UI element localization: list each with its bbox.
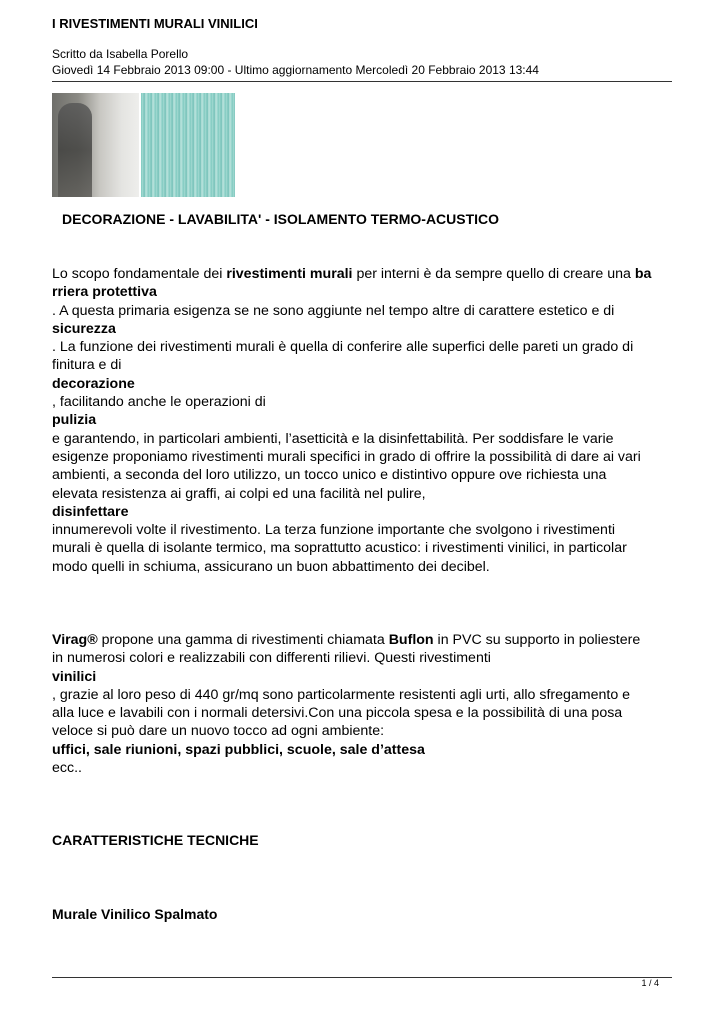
footer-divider	[52, 977, 672, 978]
text-run: propone una gamma di rivestimenti chiamata	[97, 632, 389, 648]
article-subheading: DECORAZIONE - LAVABILITA' - ISOLAMENTO TERMO-ACUSTICO	[62, 211, 500, 227]
bold-run: rivestimenti murali	[226, 266, 353, 282]
paragraph-intro	[52, 265, 672, 576]
bold-run: pulizia	[52, 412, 97, 429]
text-run: . La funzione dei rivestimenti murali è quella di conferire alle superfici delle pareti un grado di finitura e di	[52, 339, 634, 374]
text-run: in PVC su supporto in poliestere in numerosi colori e realizzabili con differenti rilievi. Questi rivestimenti	[52, 632, 641, 667]
hero-image	[52, 93, 235, 197]
text-run: per interni è da sempre quello di creare una	[352, 266, 635, 282]
bold-run: ba rriera protettiva	[52, 266, 652, 301]
section-heading-product: Murale Vinilico Spalmato	[52, 906, 218, 922]
date-line: Giovedì 14 Febbraio 2013 09:00 - Ultimo aggiornamento Mercoledì 20 Febbraio 2013 13:44	[52, 63, 539, 77]
text-run: , grazie al loro peso di 440 gr/mq sono particolarmente resistenti agli urti, allo sfregamento e alla luce e lavabili con i normali detersivi.Con una piccola spesa e la possibilità di una posa veloce si può dare un nuovo tocco ad ogni ambiente:	[52, 686, 631, 740]
page-title: I RIVESTIMENTI MURALI VINILICI	[52, 16, 258, 31]
header-divider	[52, 81, 672, 82]
author-line: Scritto da Isabella Porello	[52, 47, 189, 61]
section-heading-technical: CARATTERISTICHE TECNICHE	[52, 832, 259, 848]
text-run: , facilitando anche le operazioni di	[52, 394, 266, 411]
hero-photo-wallcovering	[141, 93, 235, 197]
text-run: . A questa primaria esigenza se ne sono aggiunte nel tempo altre di carattere estetico e di	[52, 302, 615, 319]
bold-run: Buflon	[388, 632, 434, 648]
text-run: ecc..	[52, 760, 82, 777]
bold-run: vinilici	[52, 668, 97, 685]
bold-run: sicurezza	[52, 320, 116, 337]
text-run: e garantendo, in particolari ambienti, l’asetticità e la disinfettabilità. Per soddisfare le varie esigenze proponiamo rivestimenti murali specifici in grado di offrire la possibilità di dare ai vari ambienti, a seconda del loro utilizzo, un tocco unico e distintivo oppure ove richiesta una elevata resistenza ai graffi, ai colpi ed una facilità nel pulire,	[52, 430, 641, 502]
hero-photo-person	[52, 93, 139, 197]
text-run: Lo scopo fondamentale dei	[52, 266, 227, 282]
bold-run: uffici, sale riunioni, spazi pubblici, scuole, sale d’attesa	[52, 741, 425, 758]
bold-run: disinfettare	[52, 503, 129, 520]
paragraph-virag	[52, 631, 672, 777]
text-run: innumerevoli volte il rivestimento. La terza funzione importante che svolgono i rivestimenti murali è quella di isolante termico, ma soprattutto acustico: i rivestimenti vinilici, in particolar modo quelli in schiuma, assicurano un buon abbattimento dei decibel.	[52, 522, 627, 575]
page-number: 1 / 4	[641, 978, 659, 988]
bold-run: decorazione	[52, 375, 135, 392]
bold-run: Virag®	[52, 632, 98, 648]
